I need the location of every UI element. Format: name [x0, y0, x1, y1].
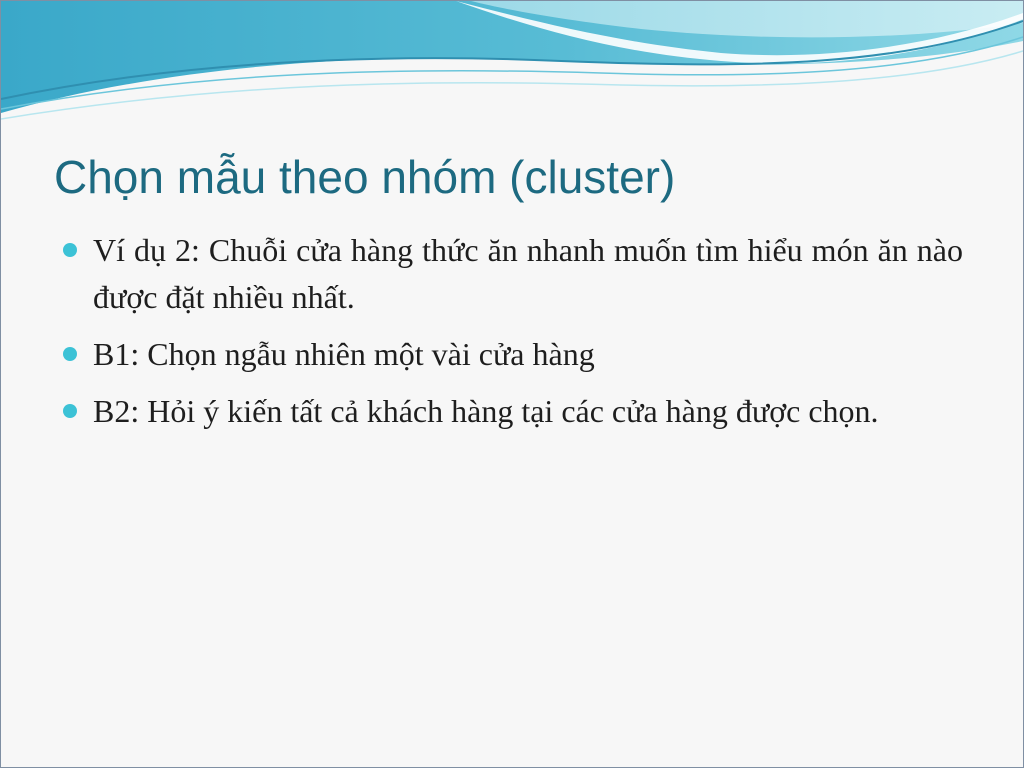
bullet-icon [63, 404, 77, 418]
bullet-text: Ví dụ 2: Chuỗi cửa hàng thức ăn nhanh muốn tìm hiểu món ăn nào được đặt nhiều nhất. [93, 232, 963, 315]
bullet-icon [63, 347, 77, 361]
bullet-list [63, 227, 963, 445]
bullet-item-example [63, 227, 963, 321]
bullet-text: B2: Hỏi ý kiến tất cả khách hàng tại các cửa hàng được chọn. [93, 393, 879, 429]
bullet-item-step-1 [63, 331, 963, 378]
slide-title: Chọn mẫu theo nhóm (cluster) [54, 151, 676, 203]
bullet-icon [63, 243, 77, 257]
header-wave-decoration [1, 1, 1023, 131]
bullet-item-step-2 [63, 388, 963, 435]
bullet-text: B1: Chọn ngẫu nhiên một vài cửa hàng [93, 336, 595, 372]
